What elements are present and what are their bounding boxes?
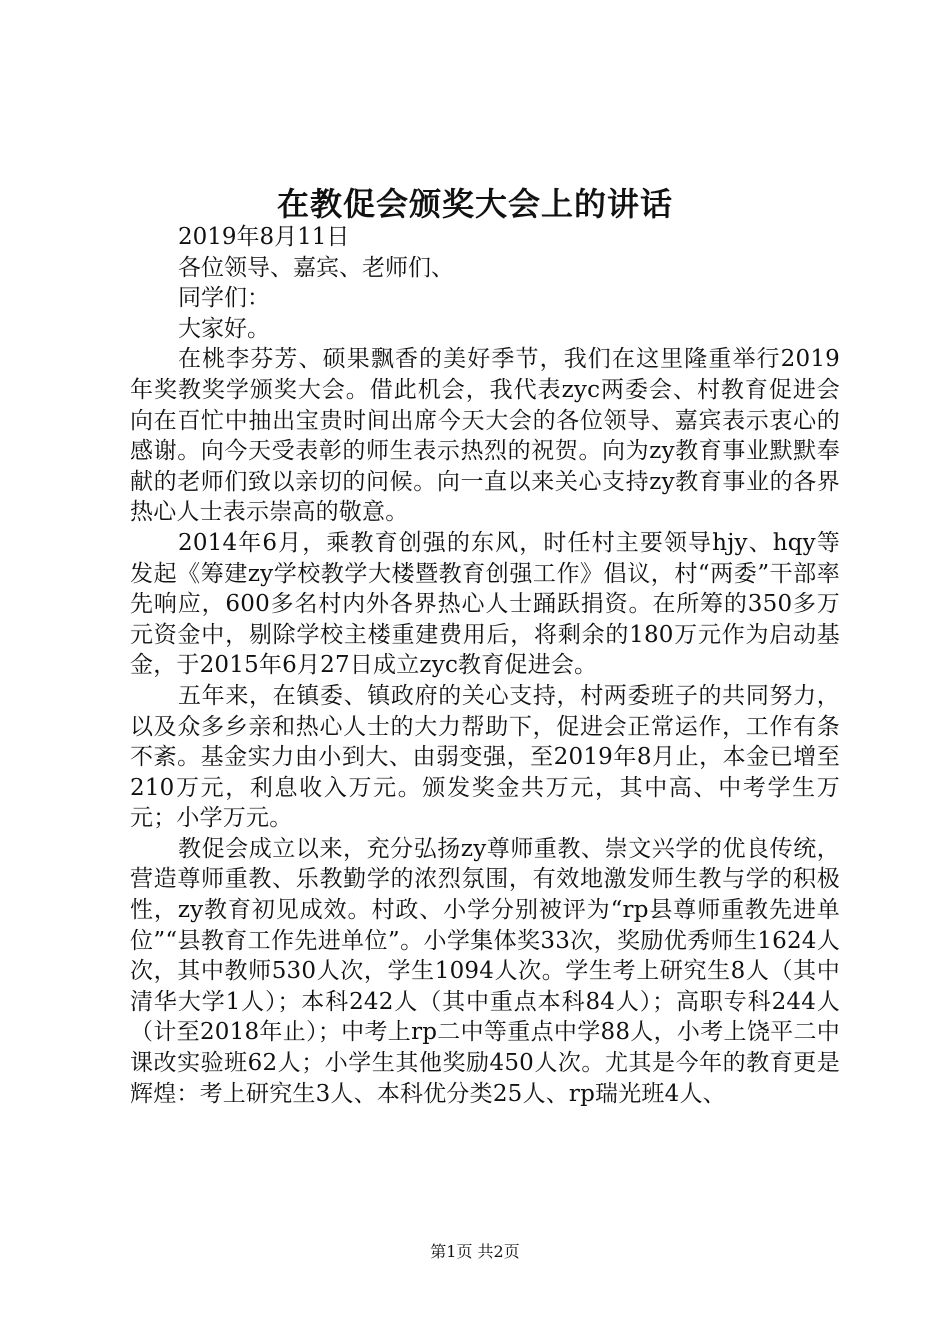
page-footer: 第1页 共2页 (430, 1242, 520, 1261)
date-line: 2019年8月11日 (178, 224, 350, 250)
body-paragraph-4: 教促会成立以来，充分弘扬zy尊师重教、崇文兴学的优良传统，营造尊师重教、乐教勤学的浓烈氛围，有效地激发师生教与学的积极性，zy教育初见成效。村政、小学分别被评为“rp县尊师重教先进单位”“县教育工作先进单位”。小学集体奖33次，奖励优秀师生1624人次，其中教师530人次，学生1094人次。学生考上研究生8人（其中清华大学1人）；本科242人（其中重点本科84人）；高职专科244人（计至2018年止）；中考上rp二中等重点中学88人，小考上饶平二中课改实验班62人；小学生其他奖励450人次。尤其是今年的教育更是辉煌：考上研究生3人、本科优分类25人、rp瑞光班4人、 (130, 835, 840, 1107)
document-body (130, 222, 840, 1109)
body-paragraph-2: 2014年6月，乘教育创强的东风，时任村主要领导hjy、hqy等发起《筹建zy学校教学大楼暨教育创强工作》倡议，村“两委”干部率先响应，600多名村内外各界热心人士踊跃捐资。在所筹的350多万元资金中，剔除学校主楼重建费用后，将剩余的180万元作为启动基金，于2015年6月27日成立zyc教育促进会。 (130, 529, 840, 679)
body-paragraph-1: 在桃李芬芳、硕果飘香的美好季节，我们在这里隆重举行2019年奖教奖学颁奖大会。借此机会，我代表zyc两委会、村教育促进会向在百忙中抽出宝贵时间出席今天大会的各位领导、嘉宾表示衷心的感谢。向今天受表彰的师生表示热烈的祝贺。向为zy教育事业默默奉献的老师们致以亲切的问候。向一直以来关心支持zy教育事业的各界热心人士表示崇高的敬意。 (130, 346, 840, 526)
greeting-line: 大家好。 (178, 315, 270, 342)
document-title: 在教促会颁奖大会上的讲话 (276, 185, 673, 223)
body-paragraph-3: 五年来，在镇委、镇政府的关心支持，村两委班子的共同努力，以及众多乡亲和热心人士的大力帮助下，促进会正常运作，工作有条不紊。基金实力由小到大、由弱变强，至2019年8月止，本金已增至210万元，利息收入万元。颁发奖金共万元，其中高、中考学生万元；小学万元。 (130, 682, 840, 832)
salutation-line-1: 各位领导、嘉宾、老师们、 (178, 254, 454, 281)
salutation-line-2: 同学们： (178, 285, 270, 312)
